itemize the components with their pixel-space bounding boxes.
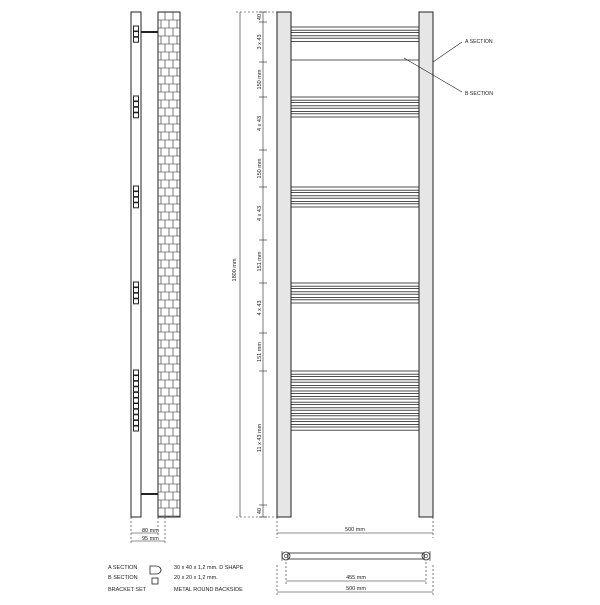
rail-marker xyxy=(134,26,139,31)
rail-marker xyxy=(134,387,139,392)
top-outer-width: 500 mm xyxy=(346,586,366,592)
rail-marker xyxy=(134,426,139,431)
left-collector xyxy=(277,12,291,517)
bar xyxy=(291,300,419,303)
bar xyxy=(291,294,419,297)
rail-marker xyxy=(134,398,139,403)
segment-label: 150 mm xyxy=(257,158,263,179)
segment-label: 151 mm xyxy=(257,251,263,272)
rail-marker xyxy=(134,404,139,409)
segment-label: 4 x 43 xyxy=(257,206,263,221)
bar xyxy=(291,427,419,430)
right-collector xyxy=(419,12,433,517)
rail-marker xyxy=(134,288,139,293)
bar xyxy=(291,405,419,408)
section-b-callout: B SECTION xyxy=(465,91,493,97)
legend xyxy=(108,565,244,593)
rail-marker xyxy=(134,376,139,381)
wall-bricks xyxy=(158,12,180,517)
rail-marker xyxy=(134,186,139,191)
bar xyxy=(291,382,419,385)
bar xyxy=(291,193,419,196)
front-view xyxy=(277,12,433,517)
horizontal-bars xyxy=(291,27,419,430)
rail-marker xyxy=(134,197,139,202)
legend-a-spec: 30 x 40 x 1,2 mm. D SHAPE xyxy=(174,565,244,571)
bar xyxy=(291,283,419,286)
bar xyxy=(291,27,419,30)
bar xyxy=(291,114,419,117)
bar xyxy=(291,187,419,190)
segment-labels xyxy=(257,14,263,514)
legend-a-label: A SECTION xyxy=(108,565,138,571)
rail-marker xyxy=(134,203,139,208)
bar xyxy=(291,103,419,106)
legend-bracket-spec: METAL ROUND BACKSIDE xyxy=(174,587,243,593)
bar xyxy=(291,38,419,41)
rail-marker xyxy=(134,420,139,425)
bar xyxy=(291,416,419,419)
rail-marker xyxy=(134,113,139,118)
square-section-icon xyxy=(152,578,158,584)
bar xyxy=(291,388,419,391)
total-height-dimension: 1800 mm xyxy=(232,258,238,282)
bar xyxy=(291,421,419,424)
rail-marker xyxy=(134,192,139,197)
legend-bracket-label: BRACKET SET xyxy=(108,587,147,593)
side-depth-95: 95 mm xyxy=(142,536,159,542)
front-width-label: 500 mm xyxy=(345,527,365,533)
rail-marker xyxy=(134,299,139,304)
rail-marker xyxy=(134,37,139,42)
bar xyxy=(291,393,419,396)
side-view xyxy=(131,12,180,545)
segment-label: 11 x 43 mm xyxy=(257,423,263,453)
bar xyxy=(291,289,419,292)
side-depth-80: 80 mm xyxy=(142,528,159,534)
segment-label: 150 mm xyxy=(257,69,263,90)
bar xyxy=(291,204,419,207)
segment-label: 3 x 43 xyxy=(257,34,263,50)
bar xyxy=(291,399,419,402)
bar xyxy=(291,198,419,201)
rail-marker xyxy=(134,282,139,287)
rail-marker xyxy=(134,409,139,414)
rail-marker xyxy=(134,102,139,107)
rail-marker xyxy=(134,32,139,37)
bar xyxy=(291,377,419,380)
bar xyxy=(291,410,419,413)
bar xyxy=(291,97,419,100)
segment-label: 4 x 43 xyxy=(257,116,263,131)
bar xyxy=(291,371,419,374)
segment-label: 40 xyxy=(257,13,263,21)
rail-bar-markers xyxy=(134,26,139,431)
rail-marker xyxy=(134,415,139,420)
legend-b-spec: 20 x 20 x 1,2 mm. xyxy=(174,575,218,581)
side-rail xyxy=(131,12,141,517)
rail-marker xyxy=(134,381,139,386)
segment-label: 40 xyxy=(257,507,263,515)
section-a-callout: A SECTION xyxy=(465,39,493,45)
rail-marker xyxy=(134,370,139,375)
bar xyxy=(291,33,419,36)
bar xyxy=(291,108,419,111)
legend-b-label: B SECTION xyxy=(108,575,138,581)
top-inner-width: 455 mm xyxy=(346,575,366,581)
rail-marker xyxy=(134,293,139,298)
d-shape-icon xyxy=(150,566,161,574)
segment-label: 4 x 43 xyxy=(257,300,263,316)
rail-marker xyxy=(134,107,139,112)
rail-marker xyxy=(134,392,139,397)
segment-label: 151 mm xyxy=(257,342,263,362)
rail-marker xyxy=(134,96,139,101)
